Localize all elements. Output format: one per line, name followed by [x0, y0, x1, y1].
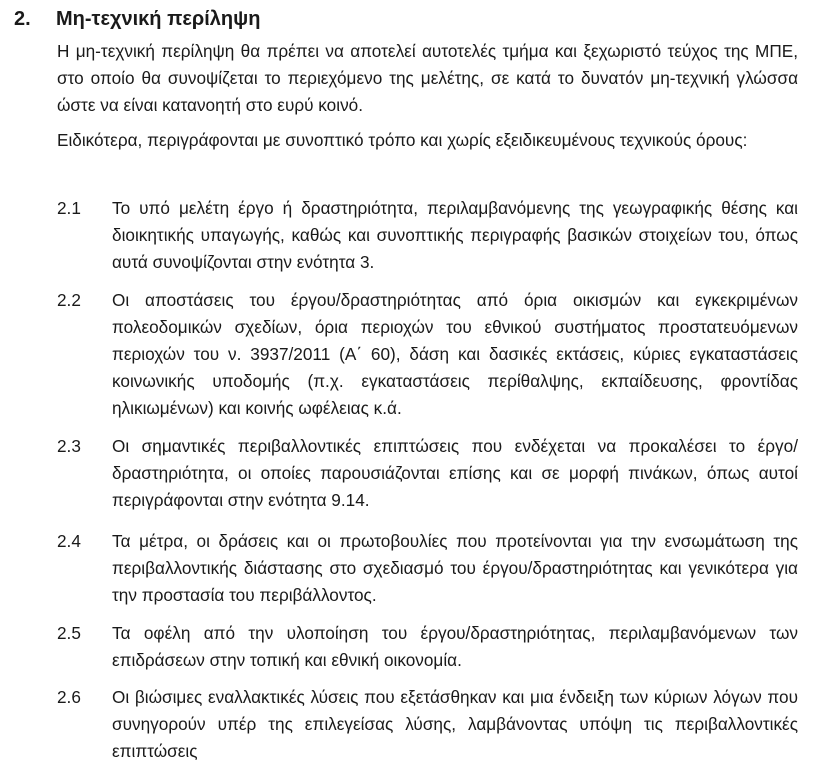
list-item-text: Τα οφέλη από την υλοποίηση του έργου/δραστηριότητας, περιλαμβανόμενων των επιδράσεων στην τοπική και εθνική οικονομία. — [112, 623, 798, 670]
intro-lead-in-paragraph: Ειδικότερα, περιγράφονται με συνοπτικό τρόπο και χωρίς εξειδικευμένους τεχνικούς όρους: — [57, 130, 748, 150]
list-item-text: Οι σημαντικές περιβαλλοντικές επιπτώσεις που ενδέχεται να προκαλέσει το έργο/δραστηριότητα, οι οποίες παρουσιάζονται επίσης και σε μορφή πινάκων, όπως αυτοί περιγράφονται στην ενότητα 9.14. — [112, 436, 798, 510]
list-item — [57, 620, 798, 674]
list-item-number: 2.3 — [57, 436, 81, 456]
list-item — [57, 287, 798, 422]
section-number: 2. — [14, 8, 31, 30]
list-item-number: 2.2 — [57, 290, 81, 310]
intro-paragraph: Η μη-τεχνική περίληψη θα πρέπει να αποτελεί αυτοτελές τμήμα και ξεχωριστό τεύχος της ΜΠΕ, στο οποίο θα συνοψίζεται το περιεχόμενο της μελέτης, σε κατά το δυνατόν μη-τεχνική γλώσσα ώστε να είναι κατανοητή στο ευρύ κοινό. — [57, 41, 798, 115]
list-item-text: Τα μέτρα, οι δράσεις και οι πρωτοβουλίες που προτείνονται για την ενσωμάτωση της περιβαλλοντικής διάστασης στο σχεδιασμό του έργου/δραστηριότητας και γενικότερα για την προστασία του περιβάλλοντος. — [112, 531, 798, 605]
list-item-text: Το υπό μελέτη έργο ή δραστηριότητα, περιλαμβανόμενης της γεωγραφικής θέσης και διοικητικής υπαγωγής, καθώς και συνοπτικής περιγραφής βασικών στοιχείων του, όπως αυτά συνοψίζονται στην ενότητα 3. — [112, 198, 798, 272]
list-item — [57, 528, 798, 609]
list-item — [57, 684, 798, 765]
list-item-number: 2.1 — [57, 198, 81, 218]
list-item-number: 2.5 — [57, 623, 81, 643]
section-heading — [14, 4, 260, 34]
list-item-number: 2.4 — [57, 531, 81, 551]
list-item-number: 2.6 — [57, 687, 81, 707]
section-title: Μη-τεχνική περίληψη — [56, 8, 261, 30]
list-item-text: Οι βιώσιμες εναλλακτικές λύσεις που εξετάσθηκαν και μια ένδειξη των κύριων λόγων που συνηγορούν υπέρ της επιλεγείσας λύσης, λαμβάνοντας υπόψη τις περιβαλλοντικές επιπτώσεις — [112, 687, 798, 761]
list-item-text: Οι αποστάσεις του έργου/δραστηριότητας από όρια οικισμών και εγκεκριμένων πολεοδομικών σχεδίων, όρια περιοχών του εθνικού συστήματος προστατευόμενων περιοχών του ν. 3937/2011 (Α΄ 60), δάση και δασικές εκτάσεις, κύριες εγκαταστάσεις κοινωνικής υποδομής (π.χ. εγκαταστάσεις περίθαλψης, εκπαίδευσης, φροντίδας ηλικιωμένων) και κοινής ωφέλειας κ.ά. — [112, 290, 798, 418]
list-item — [57, 433, 798, 514]
list-item — [57, 195, 798, 276]
